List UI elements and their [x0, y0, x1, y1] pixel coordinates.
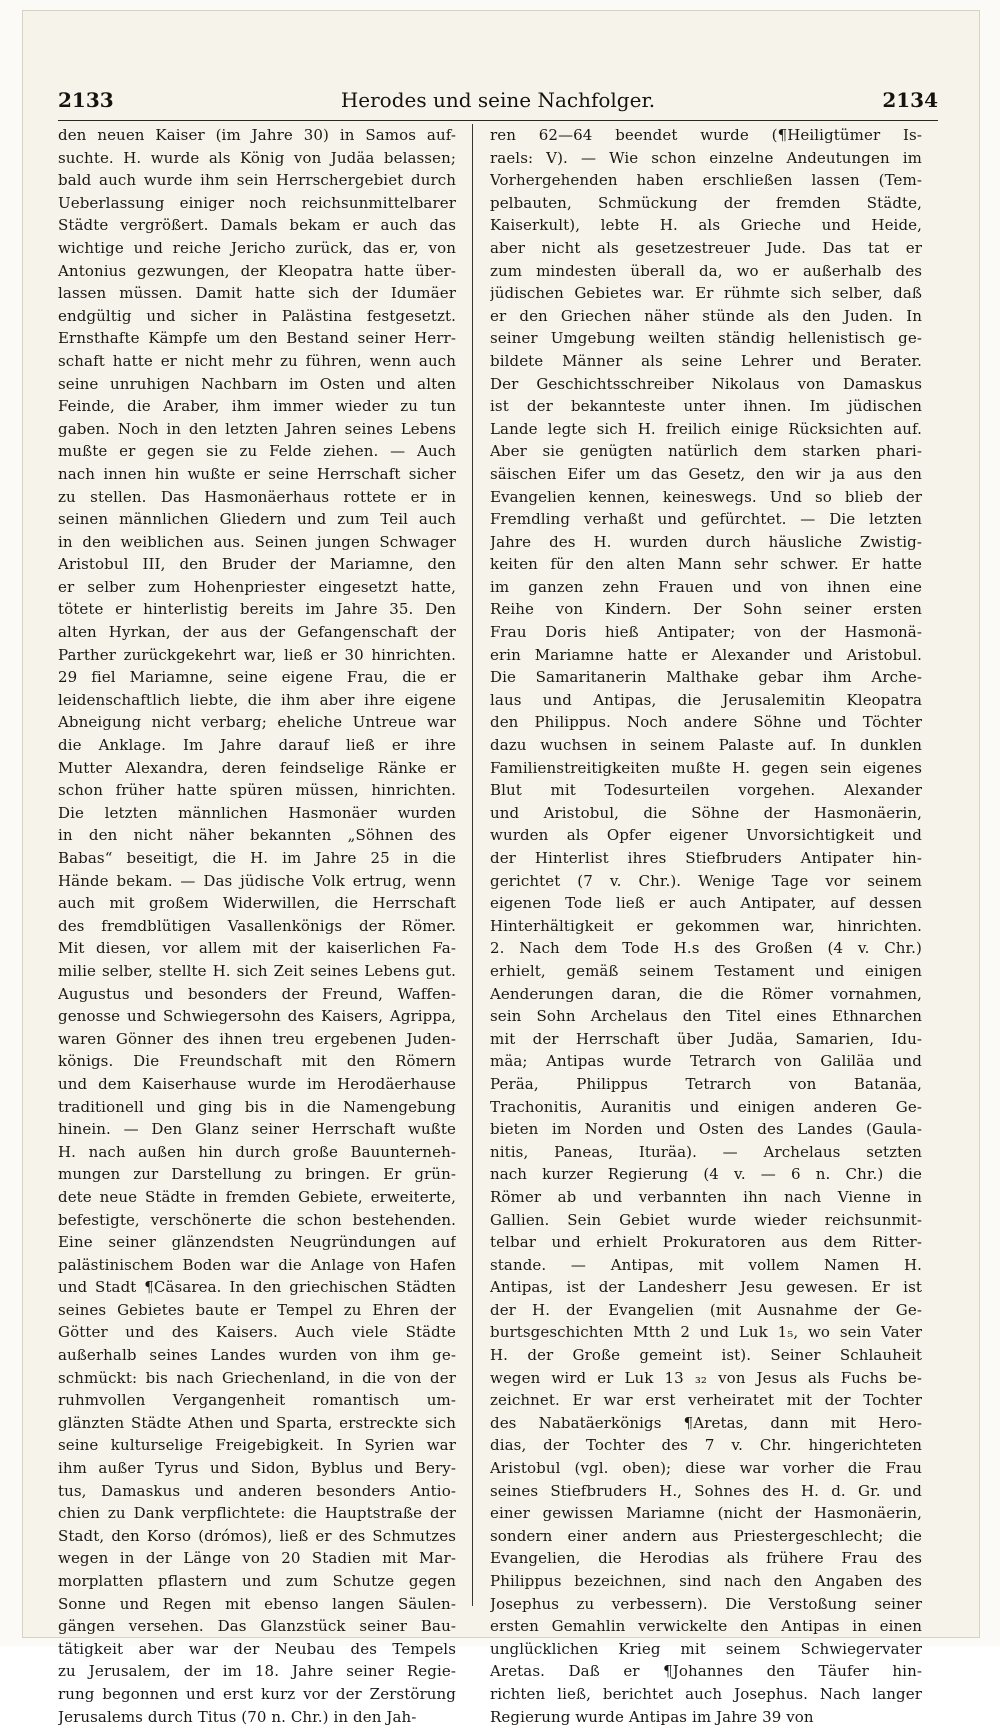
text-line: milie selber, stellte H. sich Zeit seines Lebens gut.	[58, 961, 456, 980]
text-line: erin Mariamne hatte er Alexander und Aristobul.	[490, 645, 922, 664]
text-line: Kaiserkult), lebte H. als Grieche und Heide,	[490, 216, 922, 235]
text-line: burtsgeschichten Mtth 2 und Luk 1₅, wo sein Vater	[490, 1323, 922, 1342]
text-line: ist der bekannteste unter ihnen. Im jüdischen	[490, 397, 922, 416]
text-line: die Anklage. Im Jahre darauf ließ er ihre	[58, 736, 456, 755]
text-line: Antipas, ist der Landesherr Jesu gewesen. Er ist	[490, 1278, 922, 1297]
text-line: Die Samaritanerin Malthake gebar ihm Arche-	[490, 668, 922, 687]
left-column	[58, 124, 456, 1728]
text-line: wurden als Opfer eigener Unvorsichtigkeit und	[490, 826, 922, 845]
text-line: glänzten Städte Athen und Sparta, erstreckte sich	[58, 1413, 456, 1432]
text-line: endgültig und sicher in Palästina festgesetzt.	[58, 306, 456, 325]
text-line: pelbauten, Schmückung der fremden Städte,	[490, 193, 922, 212]
text-line: Mit diesen, vor allem mit der kaiserlichen Fa-	[58, 939, 456, 958]
text-line: Aristobul (vgl. oben); diese war vorher die Frau	[490, 1459, 922, 1478]
text-line: waren Gönner des ihnen treu ergebenen Juden-	[58, 1029, 456, 1048]
page-header	[58, 86, 938, 116]
text-line: sein Sohn Archelaus den Titel eines Ethnarchen	[490, 1007, 922, 1026]
text-line: Lande legte sich H. freilich einige Rücksichten auf.	[490, 419, 922, 438]
text-line: Frau Doris hieß Antipater; von der Hasmonä-	[490, 623, 922, 642]
text-line: einer gewissen Mariamne (nicht der Hasmonäerin,	[490, 1504, 922, 1523]
text-line: außerhalb seines Landes wurden von ihm ge-	[58, 1346, 456, 1365]
text-line: aber nicht als gesetzestreuer Jude. Das tat er	[490, 238, 922, 257]
text-line: seines Gebietes baute er Tempel zu Ehren der	[58, 1300, 456, 1319]
text-line: tötete er hinterlistig bereits im Jahre 35. Den	[58, 600, 456, 619]
text-line: Augustus und besonders der Freund, Waffen-	[58, 984, 456, 1003]
right-column	[490, 124, 922, 1728]
text-line: seine kulturselige Freigebigkeit. In Syrien war	[58, 1436, 456, 1455]
text-line: zu stellen. Das Hasmonäerhaus rottete er in	[58, 487, 456, 506]
text-line: Gallien. Sein Gebiet wurde wieder reichsunmit-	[490, 1210, 922, 1229]
text-line: dazu wuchsen in seinem Palaste auf. In dunklen	[490, 736, 922, 755]
text-line: dias, der Tochter des 7 v. Chr. hingerichteten	[490, 1436, 922, 1455]
text-line: Blut mit Todesurteilen vorgehen. Alexander	[490, 781, 922, 800]
text-line: gerichtet (7 v. Chr.). Wenige Tage vor seinem	[490, 871, 922, 890]
text-line: der H. der Evangelien (mit Ausnahme der Ge-	[490, 1300, 922, 1319]
text-line: im ganzen zehn Frauen und von ihnen eine	[490, 577, 922, 596]
text-line: Josephus zu verbessern). Die Verstoßung seiner	[490, 1594, 922, 1613]
text-line: richten ließ, berichtet auch Josephus. Nach langer	[490, 1684, 922, 1703]
text-line: nach innen hin wußte er seine Herrschaft sicher	[58, 464, 456, 483]
text-line: in den nicht näher bekannten „Söhnen des	[58, 826, 456, 845]
text-line: Antonius gezwungen, der Kleopatra hatte über-	[58, 261, 456, 280]
text-line: genosse und Schwiegersohn des Kaisers, Agrippa,	[58, 1007, 456, 1026]
text-line: alten Hyrkan, der aus der Gefangenschaft der	[58, 623, 456, 642]
text-line: Reihe von Kindern. Der Sohn seiner ersten	[490, 600, 922, 619]
text-line: Aristobul III, den Bruder der Mariamne, den	[58, 555, 456, 574]
text-line: 29 fiel Mariamne, seine eigene Frau, die er	[58, 668, 456, 687]
page-number-right: 2134	[882, 88, 938, 112]
text-line: gaben. Noch in den letzten Jahren seines Lebens	[58, 419, 456, 438]
text-line: Städte vergrößert. Damals bekam er auch das	[58, 216, 456, 235]
text-line: zu Jerusalem, der im 18. Jahre seiner Regie-	[58, 1662, 456, 1681]
text-line: raels: V). — Wie schon einzelne Andeutungen im	[490, 148, 922, 167]
text-line: königs. Die Freundschaft mit den Römern	[58, 1052, 456, 1071]
text-line: mungen zur Darstellung zu bringen. Er grün-	[58, 1165, 456, 1184]
text-line: Aber sie genügten natürlich dem starken phari-	[490, 442, 922, 461]
text-line: gängen versehen. Das Glanzstück seiner Bau-	[58, 1617, 456, 1636]
text-line: Trachonitis, Auranitis und einigen anderen Ge-	[490, 1097, 922, 1116]
text-line: säischen Eifer um das Gesetz, den wir ja aus den	[490, 464, 922, 483]
text-line: Ueberlassung einiger noch reichsunmittelbarer	[58, 193, 456, 212]
text-line: Götter und des Kaisers. Auch viele Städte	[58, 1323, 456, 1342]
text-line: Regierung wurde Antipas im Jahre 39 von	[490, 1707, 814, 1726]
text-line: nach kurzer Regierung (4 v. — 6 n. Chr.) die	[490, 1165, 922, 1184]
text-line: Eine seiner glänzendsten Neugründungen auf	[58, 1233, 456, 1252]
text-line: mußte er gegen sie zu Felde ziehen. — Auch	[58, 442, 456, 461]
text-line: unglücklichen Krieg mit seinem Schwiegervater	[490, 1639, 922, 1658]
column-divider	[472, 124, 473, 1606]
text-line: schmückt: bis nach Griechenland, in die von der	[58, 1368, 456, 1387]
text-line: Peräa, Philippus Tetrarch von Batanäa,	[490, 1074, 922, 1093]
text-line: Hinterhältigkeit er gekommen war, hinrichten.	[490, 916, 922, 935]
text-line: Aretas. Daß er ¶Johannes den Täufer hin-	[490, 1662, 922, 1681]
text-line: Die letzten männlichen Hasmonäer wurden	[58, 803, 456, 822]
text-line: keiten für den alten Mann sehr schwer. Er hatte	[490, 555, 922, 574]
text-line: jüdischen Gebietes war. Er rühmte sich selber, daß	[490, 284, 922, 303]
text-line: des Nabatäerkönigs ¶Aretas, dann mit Hero-	[490, 1413, 922, 1432]
text-line: mit der Herrschaft über Judäa, Samarien, Idu-	[490, 1029, 922, 1048]
text-line: Jahre des H. wurden durch häusliche Zwistig-	[490, 532, 922, 551]
text-line: schon früher hatte spüren müssen, hinrichten.	[58, 781, 456, 800]
text-line: zeichnet. Er war erst verheiratet mit der Tochter	[490, 1391, 922, 1410]
text-line: Philippus bezeichnen, sind nach den Angaben des	[490, 1572, 922, 1590]
text-line: stande. — Antipas, mit vollem Namen H.	[490, 1255, 922, 1274]
text-line: Abneigung nicht verbarg; eheliche Untreue war	[58, 713, 456, 732]
text-line: Mutter Alexandra, deren feindselige Ränke er	[58, 758, 456, 777]
header-rule	[58, 120, 938, 121]
text-line: bieten im Norden und Osten des Landes (Gaula-	[490, 1120, 922, 1139]
text-line: dete neue Städte in fremden Gebiete, erweiterte,	[58, 1187, 456, 1206]
text-line: Hände bekam. — Das jüdische Volk ertrug, wenn	[58, 871, 456, 890]
text-line: Jerusalems durch Titus (70 n. Chr.) in den Jah-	[58, 1707, 417, 1726]
text-line: laus und Antipas, die Jerusalemitin Kleopatra	[490, 690, 922, 709]
text-line: befestigte, verschönerte die schon bestehenden.	[58, 1210, 456, 1229]
text-line: ren 62—64 beendet wurde (¶Heiligtümer Is-	[490, 126, 922, 144]
text-line: palästinischem Boden war die Anlage von Hafen	[58, 1255, 456, 1274]
text-line: Sonne und Regen mit ebenso langen Säulen-	[58, 1594, 456, 1613]
text-line: lassen müssen. Damit hatte sich der Idumäer	[58, 284, 456, 303]
text-line: bildete Männer als seine Lehrer und Berater.	[490, 351, 922, 370]
text-line: H. nach außen hin durch große Bauunterneh-	[58, 1142, 456, 1161]
text-line: rung begonnen und erst kurz vor der Zerstörung	[58, 1684, 456, 1703]
text-line: wegen in der Länge von 20 Stadien mit Mar-	[58, 1549, 456, 1568]
text-line: ruhmvollen Vergangenheit romantisch um-	[58, 1391, 456, 1410]
text-line: seiner Umgebung weilten ständig hellenistisch ge-	[490, 329, 922, 348]
text-line: 2. Nach dem Tode H.s des Großen (4 v. Chr.)	[490, 939, 922, 958]
text-line: des fremdblütigen Vasallenkönigs der Römer.	[58, 916, 456, 935]
text-line: Familienstreitigkeiten mußte H. gegen sein eigenes	[490, 758, 922, 777]
text-line: Babas“ beseitigt, die H. im Jahre 25 in die	[58, 849, 456, 867]
text-line: und Stadt ¶Cäsarea. In den griechischen Städten	[58, 1278, 456, 1297]
text-line: Evangelien, die Herodias als frühere Frau des	[490, 1549, 922, 1568]
text-line: erhielt, gemäß seinem Testament und einigen	[490, 961, 922, 980]
text-line: den Philippus. Noch andere Söhne und Töchter	[490, 713, 922, 732]
text-line: schaft hatte er nicht mehr zu führen, wenn auch	[58, 351, 456, 370]
text-line: Ernsthafte Kämpfe um den Bestand seiner Herr-	[58, 329, 456, 348]
text-line: seine unruhigen Nachbarn im Osten und alten	[58, 374, 456, 393]
text-line: den neuen Kaiser (im Jahre 30) in Samos auf-	[58, 126, 456, 144]
text-line: leidenschaftlich liebte, die ihm aber ihre eigene	[58, 690, 456, 709]
text-line: seinen männlichen Gliedern und zum Teil auch	[58, 510, 456, 529]
text-line: in den weiblichen aus. Seinen jungen Schwager	[58, 532, 456, 551]
text-line: Evangelien kennen, keineswegs. Und so blieb der	[490, 487, 922, 506]
text-line: wegen wird er Luk 13 ₃₂ von Jesus als Fuchs be-	[490, 1368, 922, 1387]
text-line: Der Geschichtsschreiber Nikolaus von Damaskus	[490, 374, 922, 393]
text-line: er den Griechen näher stünde als den Juden. In	[490, 306, 922, 325]
text-line: ersten Gemahlin verwickelte den Antipas in einen	[490, 1617, 922, 1636]
text-line: mäa; Antipas wurde Tetrarch von Galiläa und	[490, 1052, 922, 1071]
text-line: Stadt, den Korso (drómos), ließ er des Schmutzes	[58, 1526, 456, 1545]
text-line: Fremdling verhaßt und gefürchtet. — Die letzten	[490, 510, 922, 529]
page-number-left: 2133	[58, 88, 114, 112]
text-line: zum mindesten überall da, wo er außerhalb des	[490, 261, 922, 280]
text-line: Parther zurückgekehrt war, ließ er 30 hinrichten.	[58, 645, 456, 664]
text-line: tus, Damaskus und anderen besonders Antio-	[58, 1481, 456, 1500]
text-line: Feinde, die Araber, ihm immer wieder zu tun	[58, 397, 456, 416]
text-line: chien zu Dank verpflichtete: die Hauptstraße der	[58, 1504, 456, 1523]
text-line: suchte. H. wurde als König von Judäa belassen;	[58, 148, 456, 167]
text-line: bald auch wurde ihm sein Herrschergebiet durch	[58, 171, 456, 190]
text-line: Vorhergehenden haben erschließen lassen (Tem-	[490, 171, 922, 190]
text-line: tätigkeit aber war der Neubau des Tempels	[58, 1639, 456, 1658]
text-line: seines Stiefbruders H., Sohnes des H. d. Gr. und	[490, 1481, 922, 1500]
text-line: nitis, Paneas, Ituräa). — Archelaus setzten	[490, 1142, 922, 1161]
text-line: wichtige und reiche Jericho zurück, das er, von	[58, 238, 456, 257]
text-line: ihm außer Tyrus und Sidon, Byblus und Bery-	[58, 1459, 456, 1478]
text-line: H. der Große gemeint ist). Seiner Schlauheit	[490, 1346, 922, 1365]
text-line: auch mit großem Widerwillen, die Herrschaft	[58, 894, 456, 913]
text-line: hinein. — Den Glanz seiner Herrschaft wußte	[58, 1120, 456, 1139]
text-line: der Hinterlist ihres Stiefbruders Antipater hin-	[490, 849, 922, 867]
text-line: sondern einer andern aus Priestergeschlecht; die	[490, 1526, 922, 1545]
text-line: und Aristobul, die Söhne der Hasmonäerin,	[490, 803, 922, 822]
running-title: Herodes und seine Nachfolger.	[340, 88, 656, 112]
text-line: eigenen Tode ließ er auch Antipater, auf dessen	[490, 894, 922, 913]
text-line: und dem Kaiserhause wurde im Herodäerhause	[58, 1074, 456, 1093]
text-line: er selber zum Hohenpriester eingesetzt hatte,	[58, 577, 456, 596]
text-line: Römer ab und verbannten ihn nach Vienne in	[490, 1187, 922, 1206]
text-line: Aenderungen daran, die die Römer vornahmen,	[490, 984, 922, 1003]
text-line: telbar und erhielt Prokuratoren aus dem Ritter-	[490, 1233, 922, 1252]
text-line: traditionell und ging bis in die Namengebung	[58, 1097, 456, 1116]
text-line: morplatten pflastern und zum Schutze gegen	[58, 1572, 456, 1590]
